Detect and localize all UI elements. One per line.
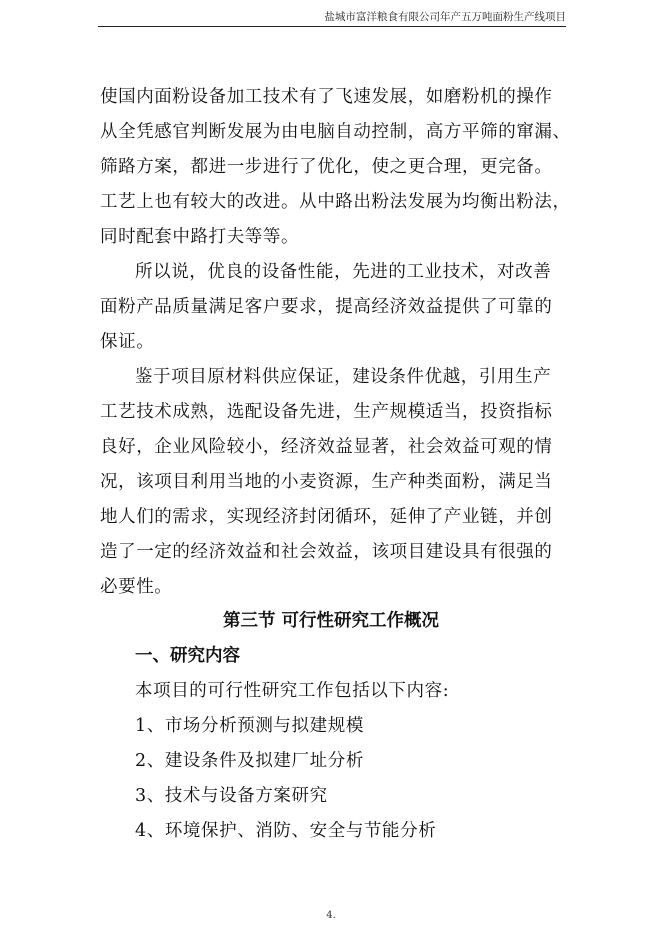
list-item: 3、技术与设备方案研究 [135, 786, 328, 806]
body-line: 筛路方案，都进一步进行了优化，使之更合理，更完备。 [100, 157, 553, 177]
paragraph-start-line: 所以说，优良的设备性能，先进的工业技术，对改善 [135, 262, 552, 282]
body-line: 工艺技术成熟，选配设备先进，生产规模适当，投资指标 [100, 402, 553, 422]
list-item: 2、建设条件及拟建厂址分析 [135, 751, 364, 771]
body-line: 同时配套中路打夫等等。 [100, 227, 300, 247]
body-line: 地人们的需求，实现经济封闭循环，延伸了产业链，并创 [100, 507, 553, 527]
running-header [98, 10, 566, 27]
body-line: 必要性。 [100, 577, 173, 597]
body-line: 况，该项目利用当地的小麦资源，生产种类面粉，满足当 [100, 472, 553, 492]
page-number-value: 4 [326, 910, 333, 921]
page-number [0, 910, 662, 921]
body-line: 工艺上也有较大的改进。从中路出粉法发展为均衡出粉法， [100, 192, 571, 212]
page-number-dot: . [332, 910, 336, 921]
body-line: 造了一定的经济效益和社会效益，该项目建设具有很强的 [100, 542, 553, 562]
list-item: 1、市场分析预测与拟建规模 [135, 716, 364, 736]
body-line: 使国内面粉设备加工技术有了飞速发展，如磨粉机的操作 [100, 87, 553, 107]
body-line: 从全凭感官判断发展为由电脑自动控制，高方平筛的窜漏、 [100, 122, 571, 142]
list-item: 4、环境保护、消防、安全与节能分析 [135, 821, 437, 841]
intro-line: 本项目的可行性研究工作包括以下内容: [135, 681, 450, 701]
running-header-title: 盐城市富洋粮食有限公司年产五万吨面粉生产线项目 [324, 11, 566, 23]
paragraph-start-line: 鉴于项目原材料供应保证，建设条件优越，引用生产 [135, 367, 552, 387]
body-line: 保证。 [100, 332, 155, 352]
body-line: 良好，企业风险较小，经济效益显著，社会效益可观的情 [100, 437, 553, 457]
body-line: 面粉产品质量满足客户要求，提高经济效益提供了可靠的 [100, 297, 553, 317]
subheading: 一、研究内容 [135, 646, 240, 666]
section-title: 第三节 可行性研究工作概况 [222, 611, 440, 631]
